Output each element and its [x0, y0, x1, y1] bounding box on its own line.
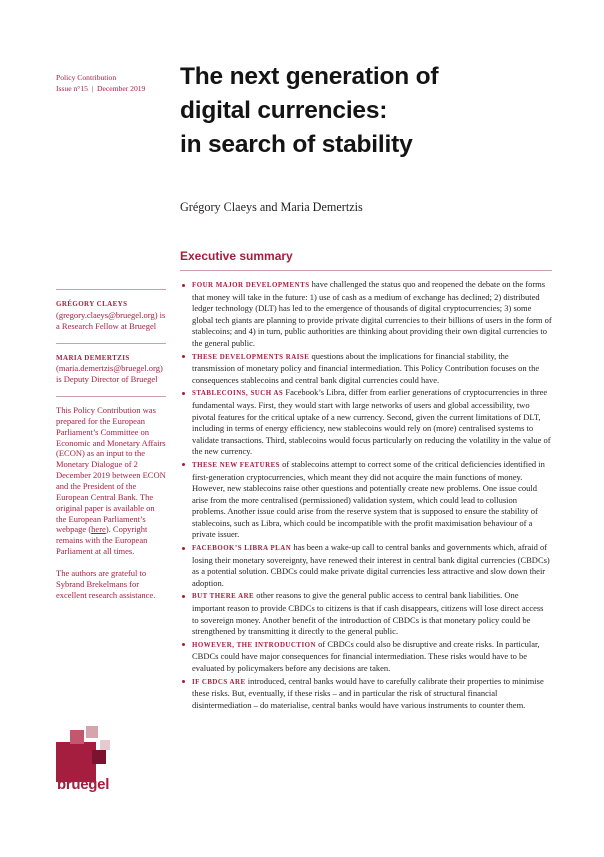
bruegel-wordmark: bruegel [57, 776, 110, 793]
author-bio-demertzis: MARIA DEMERTZIS (maria.demertzis@bruegel.org) is Deputy Director of Bruegel [56, 353, 163, 385]
sidebar [56, 289, 166, 611]
list-item: BUT THERE ARE other reasons to give the general public access to central bank liabilities. One important reason to provide CBDCs to citizens is that if cash disappears, citizens will lose direct access to sovereign money. Another benefit of the introduction of CBDCs is that monetary policy could be strengthened by transmitting it directly to the general public. [180, 590, 552, 637]
series-label: Policy Contribution [56, 73, 117, 82]
page-title: The next generation of digital currencies: in search of stability [180, 63, 439, 158]
acknowledgements: The authors are grateful to Sybrand Brekelmans for excellent research assistance. [56, 567, 156, 600]
section-divider [180, 270, 552, 271]
publication-note: This Policy Contribution was prepared for the European Parliament’s Committee on Economic and Monetary Affairs (ECON) as an input to the Monetary Dialogue of 2 December 2019 between ECON and the President of the European Central Bank. The original paper is available on the European Parliament’s webpage (here). Copyright remains with the European Parliament at all times. [56, 405, 166, 557]
sidebar-divider [56, 289, 166, 290]
list-item: IF CBDCS ARE introduced, central banks would have to carefully calibrate their properties to minimise these risks. But, eventually, if these risks – and in particular the risk of structural financial disintermediation – do materialise, central banks would have various instruments to counter them. [180, 676, 552, 712]
issue-meta [56, 73, 145, 94]
here-link[interactable]: here [91, 524, 106, 535]
sidebar-divider [56, 396, 166, 397]
author-bio-claeys: GRÉGORY CLAEYS (gregory.claeys@bruegel.org) is a Research Fellow at Bruegel [56, 300, 166, 331]
summary-list [180, 279, 552, 712]
list-item: STABLECOINS, SUCH AS Facebook’s Libra, differ from earlier generations of cryptocurrencies in three fundamental ways. First, they would start with large networks of users and global accessibility, two pivotal features for the critical uptake of a new currency. Second, given the current limitations of DLT, including in terms of energy efficiency, new stablecoins would rely on (more) centralised systems to validate transactions. Third, stablecoins would focus particularly on reducing the volatility in the value of the new currency. [180, 387, 552, 458]
authors: Grégory Claeys and Maria Demertzis [180, 200, 363, 214]
list-item: HOWEVER, THE INTRODUCTION of CBDCs could also be disruptive and create risks. In particular, CBDCs could have major consequences for financial intermediation. These risks would have to be evaluated by policymakers before any decisions are taken. [180, 639, 552, 675]
list-item: THESE DEVELOPMENTS RAISE questions about the implications for financial stability, the transmission of monetary policy and financial intermediation. This Policy Contribution focuses on the consequences stablecoins and central bank digital currencies could have. [180, 351, 552, 387]
list-item: FOUR MAJOR DEVELOPMENTS have challenged the status quo and reopened the debate on the forms that money will take in the future: 1) use of cash as a medium of exchange has declined; 2) distributed ledger technology (DLT) has led to the emergence of thousands of digital cryptocurrencies; 3) some global tech giants are planning to provide private digital currencies to their billions of users in the form of stablecoins; and 4) in turn, public authorities are thinking about providing their own digital currencies to the general public. [180, 279, 552, 350]
sidebar-divider [56, 343, 166, 344]
issue-label: Issue n°15 | December 2019 [56, 83, 146, 93]
list-item: FACEBOOK’S LIBRA PLAN has been a wake-up call to central banks and governments which, afraid of losing their monetary sovereignty, have renewed their interest in central bank digital currencies (CBDCs) as a potential solution. CBDCs could make private digital currencies less attractive and slow down their adoption. [180, 542, 552, 589]
list-item: THESE NEW FEATURES of stablecoins attempt to correct some of the critical deficiencies identified in first-generation cryptocurrencies, which meant they did not acquire the main functions of money. However, new stablecoins raise other questions and potentially create new problems. One issue could arise from the more centralised (permissioned) validation system, which could lead to collusion problems. Another issue could arise from the reserve system that is supposed to ensure the stability of stablecoins, such as Libra, which could be incompatible with the profit maximisation behaviour of a private issuer. [180, 459, 552, 541]
section-title: Executive summary [180, 249, 293, 263]
